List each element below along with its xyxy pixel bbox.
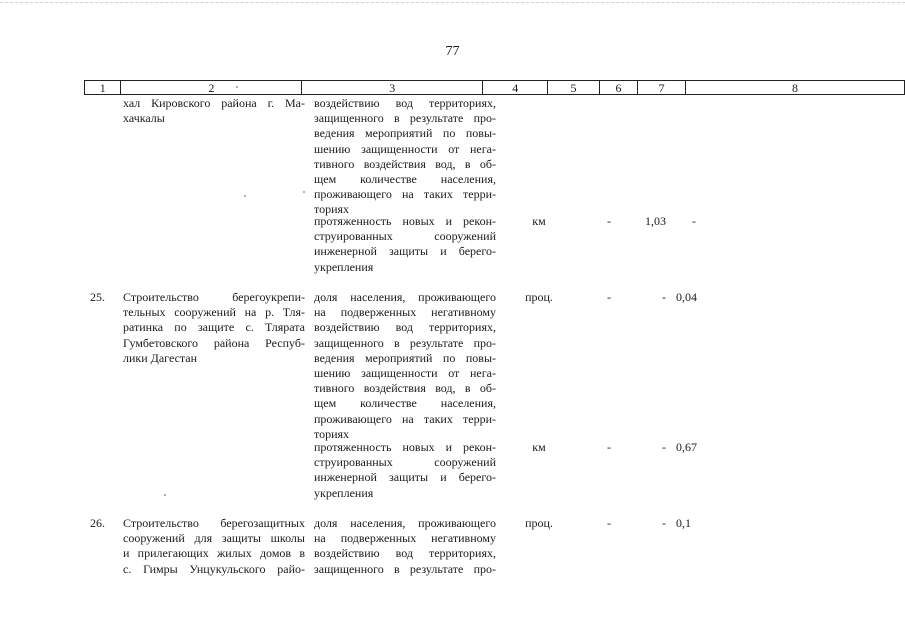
value-col-6: - bbox=[662, 290, 666, 304]
name-line: Строительство берегоукрепи- bbox=[123, 290, 305, 304]
name-line: Строительство берегозащитных bbox=[123, 516, 305, 530]
indicator-line: защищенного в результате про- bbox=[314, 111, 496, 126]
name-line: хал Кировского района г. Ма- bbox=[123, 96, 305, 110]
value-col-6: - bbox=[662, 440, 666, 454]
name-line: лики Дагестан bbox=[123, 350, 198, 365]
value-col-7: 0,1 bbox=[676, 516, 691, 530]
indicator-line: струированных сооружений bbox=[314, 229, 496, 244]
value-col-5: - bbox=[607, 516, 611, 530]
unit-cell: км bbox=[532, 440, 546, 454]
header-col-6: 6 bbox=[599, 81, 637, 95]
indicator-text bbox=[314, 516, 496, 577]
project-name bbox=[123, 290, 305, 366]
indicator-line: укрепления bbox=[314, 485, 374, 500]
indicator-text bbox=[314, 290, 496, 442]
header-col-1: 1 bbox=[85, 81, 121, 95]
indicator-line: ториях bbox=[314, 202, 350, 217]
name-line: хачкалы bbox=[123, 111, 165, 126]
header-col-3: 3 bbox=[302, 81, 483, 95]
name-line: тельных сооружений на р. Тля- bbox=[123, 305, 305, 320]
row-number: 25. bbox=[90, 290, 105, 304]
indicator-line: воздействию вод территориях, bbox=[314, 96, 496, 110]
indicator-line: укрепления bbox=[314, 259, 374, 274]
value-col-6: - bbox=[662, 516, 666, 530]
indicator-line: тивного воздействия вод, в об- bbox=[314, 156, 496, 171]
indicator-line: инженерной защиты и берего- bbox=[314, 244, 496, 259]
value-col-7: - bbox=[692, 214, 696, 228]
indicator-line: ведения мероприятий по повы- bbox=[314, 350, 496, 365]
scan-top-edge bbox=[0, 2, 905, 3]
value-col-7: 0,67 bbox=[676, 440, 697, 454]
header-col-2: 2 bbox=[121, 81, 302, 95]
indicator-text bbox=[314, 96, 496, 218]
column-number-header bbox=[84, 80, 905, 95]
value-col-5: - bbox=[607, 214, 611, 228]
indicator-text bbox=[314, 440, 496, 501]
name-line: и прилегающих жилых домов в bbox=[123, 546, 305, 561]
indicator-line: проживающего на таких терри- bbox=[314, 187, 496, 202]
unit-cell: км bbox=[532, 214, 546, 228]
value-col-7: 0,04 bbox=[676, 290, 697, 304]
indicator-line: шению защищенности от нега- bbox=[314, 366, 496, 381]
header-col-5: 5 bbox=[548, 81, 600, 95]
indicator-line: воздействию вод территориях, bbox=[314, 320, 496, 335]
indicator-line: защищенного в результате про- bbox=[314, 335, 496, 350]
scan-speck bbox=[236, 86, 238, 88]
value-col-6: 1,03 bbox=[645, 214, 666, 228]
indicator-line: защищенного в результате про- bbox=[314, 561, 496, 576]
indicator-line: струированных сооружений bbox=[314, 455, 496, 470]
scan-speck bbox=[164, 494, 166, 496]
indicator-text bbox=[314, 214, 496, 275]
indicator-line: на подверженных негативному bbox=[314, 531, 496, 546]
header-col-4: 4 bbox=[483, 81, 548, 95]
unit-cell: проц. bbox=[525, 290, 553, 304]
project-name bbox=[123, 516, 305, 577]
indicator-line: щем количестве населения, bbox=[314, 172, 496, 187]
project-name bbox=[123, 96, 305, 126]
indicator-line: ториях bbox=[314, 426, 350, 441]
value-col-5: - bbox=[607, 440, 611, 454]
indicator-line: доля населения, проживающего bbox=[314, 290, 496, 304]
indicator-line: тивного воздействия вод, в об- bbox=[314, 381, 496, 396]
header-col-8: 8 bbox=[686, 81, 905, 95]
name-line: Гумбетовского района Респуб- bbox=[123, 335, 305, 350]
value-col-5: - bbox=[607, 290, 611, 304]
header-col-7: 7 bbox=[638, 81, 686, 95]
indicator-line: протяженность новых и рекон- bbox=[314, 214, 496, 228]
name-line: с. Гимры Унцукульского райо- bbox=[123, 561, 305, 576]
indicator-line: проживающего на таких терри- bbox=[314, 411, 496, 426]
indicator-line: шению защищенности от нега- bbox=[314, 141, 496, 156]
indicator-line: воздействию вод территориях, bbox=[314, 546, 496, 561]
indicator-line: щем количестве населения, bbox=[314, 396, 496, 411]
page-number: 77 bbox=[445, 44, 460, 59]
scan-speck bbox=[244, 195, 246, 197]
unit-cell: проц. bbox=[525, 516, 553, 530]
indicator-line: инженерной защиты и берего- bbox=[314, 470, 496, 485]
name-line: ратинка по защите с. Тлярата bbox=[123, 320, 305, 335]
indicator-line: на подверженных негативному bbox=[314, 305, 496, 320]
indicator-line: ведения мероприятий по повы- bbox=[314, 126, 496, 141]
indicator-line: доля населения, проживающего bbox=[314, 516, 496, 530]
indicator-line: протяженность новых и рекон- bbox=[314, 440, 496, 454]
row-number: 26. bbox=[90, 516, 105, 530]
name-line: сооружений для защиты школы bbox=[123, 531, 305, 546]
scan-speck bbox=[303, 191, 305, 193]
